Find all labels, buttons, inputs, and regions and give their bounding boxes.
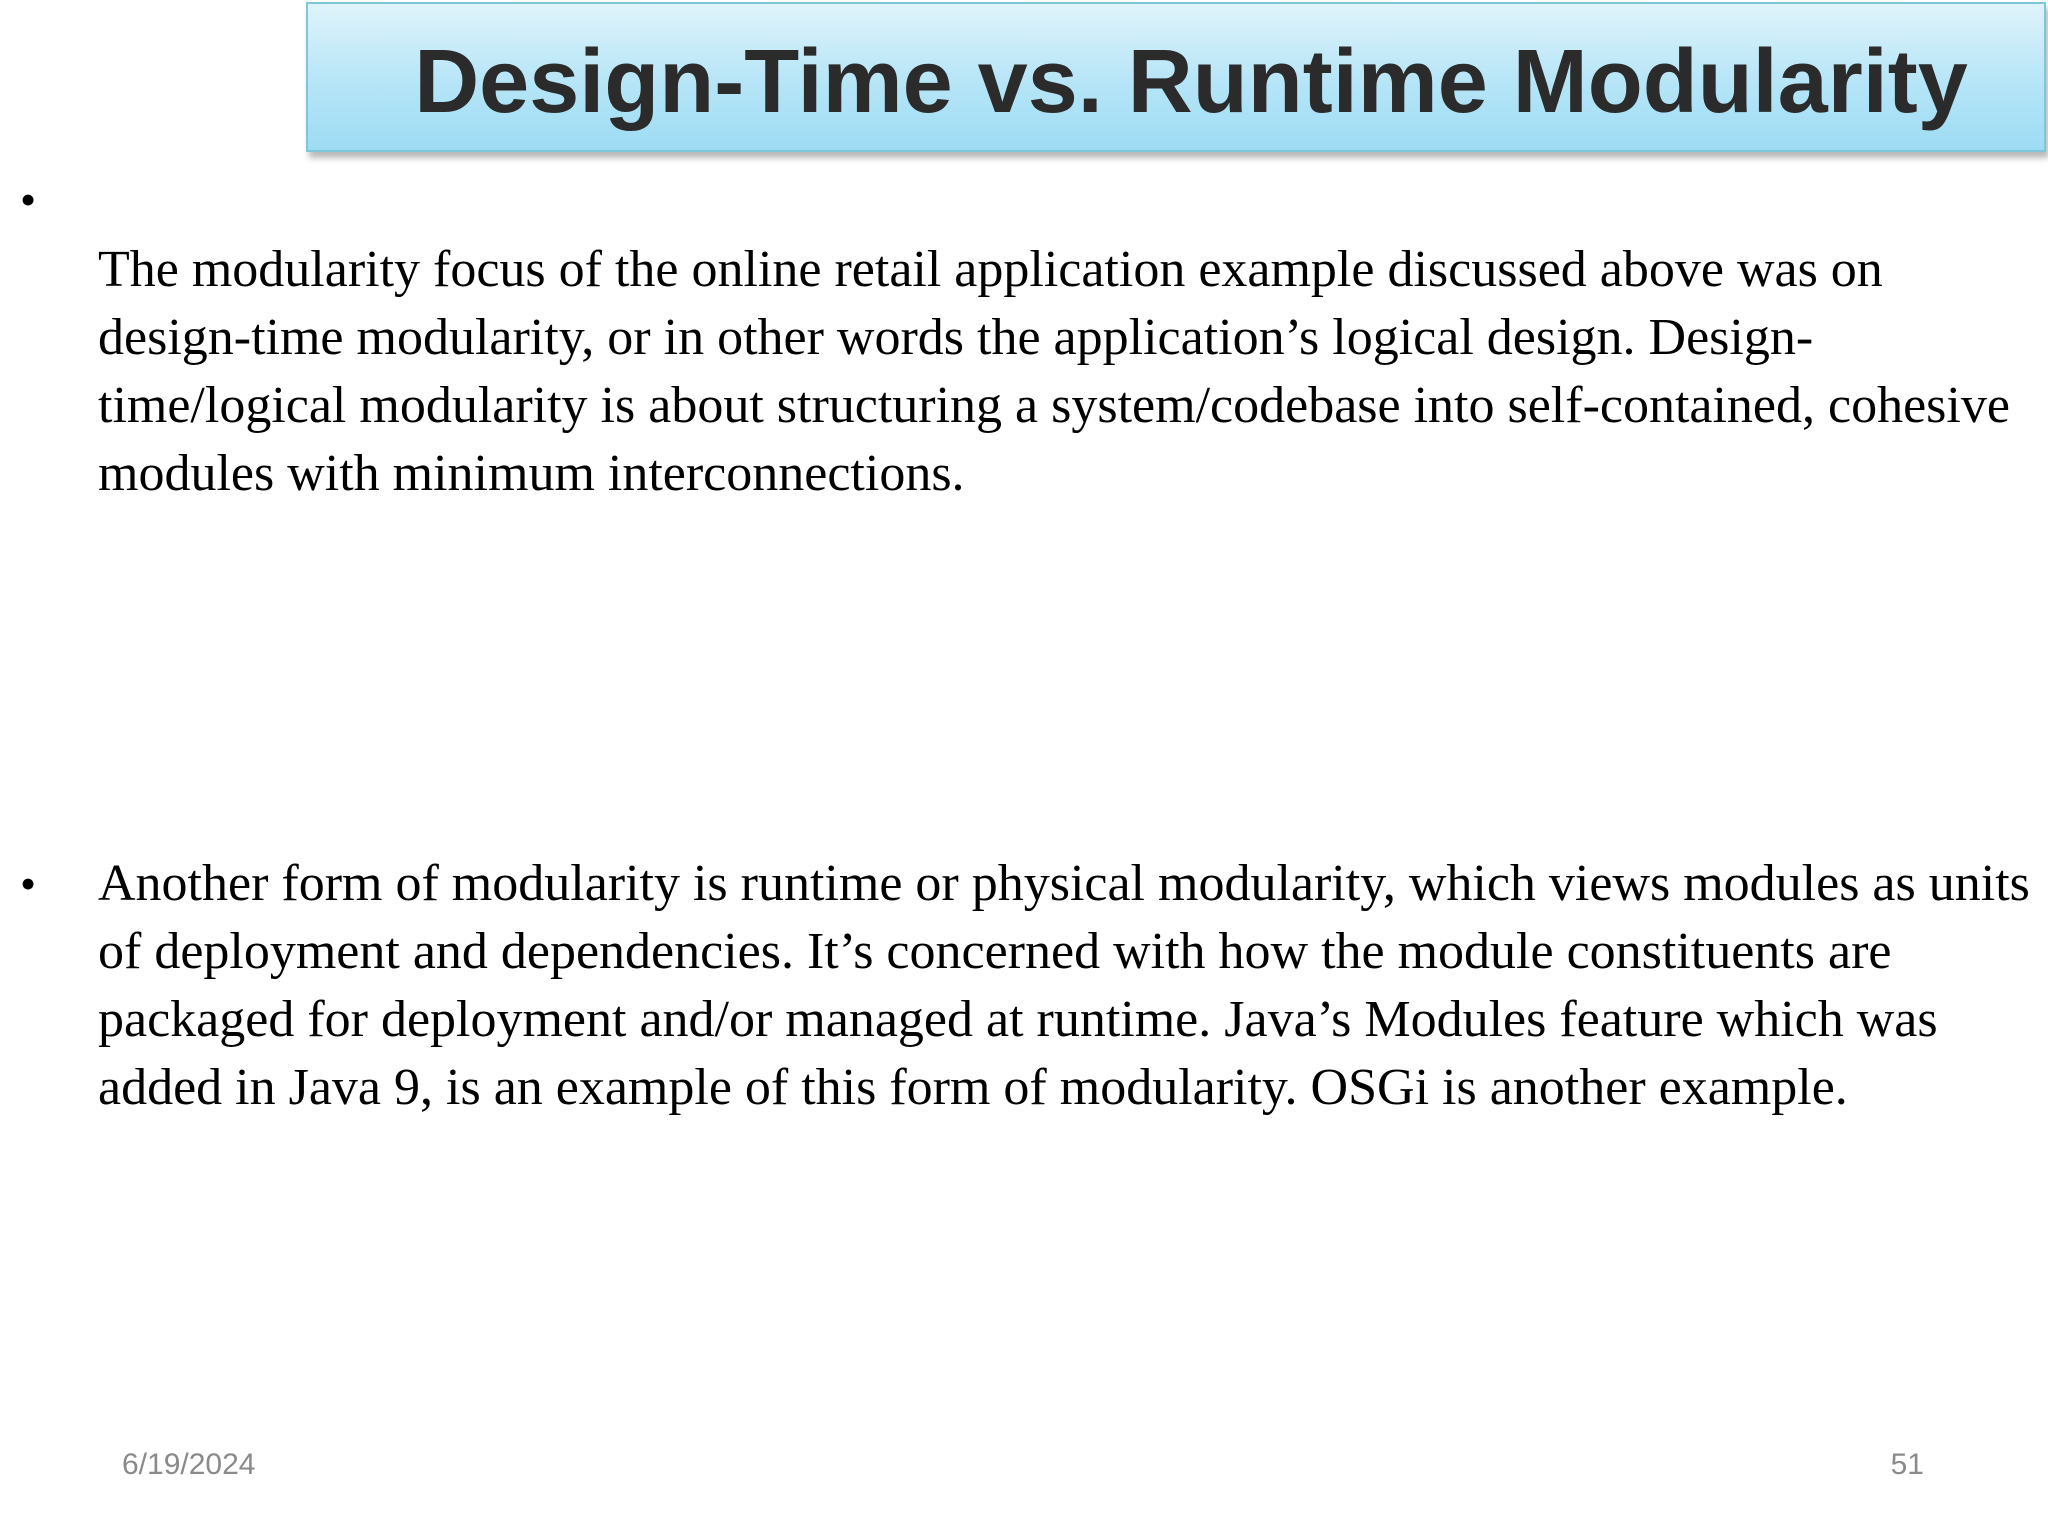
bullet-text-1: The modularity focus of the online retail application example discussed above was on design-time modularity, or in other words the application’s logical design. Design-time/logical modularity is about structuring a system/codebase into self-contained, cohesive modules with minimum interconnections. — [98, 241, 2010, 502]
footer-page-number: 51 — [1890, 1448, 1924, 1481]
bullet-text-2: Another form of modularity is runtime or physical modularity, which views modules as units of deployment and dependencies. It’s concerned with how the module constituents are packaged for deployment and/or managed at runtime. Java’s Modules feature which was added in Java 9, is an example of this form of modularity. OSGi is another example. — [98, 855, 2030, 1116]
footer-date: 6/19/2024 — [122, 1448, 256, 1481]
title-banner — [306, 2, 2046, 152]
slide-title: Design-Time vs. Runtime Modularity — [414, 32, 1968, 132]
bullet-marker-2: • — [20, 858, 37, 909]
bullet-marker-1: • — [20, 174, 37, 225]
